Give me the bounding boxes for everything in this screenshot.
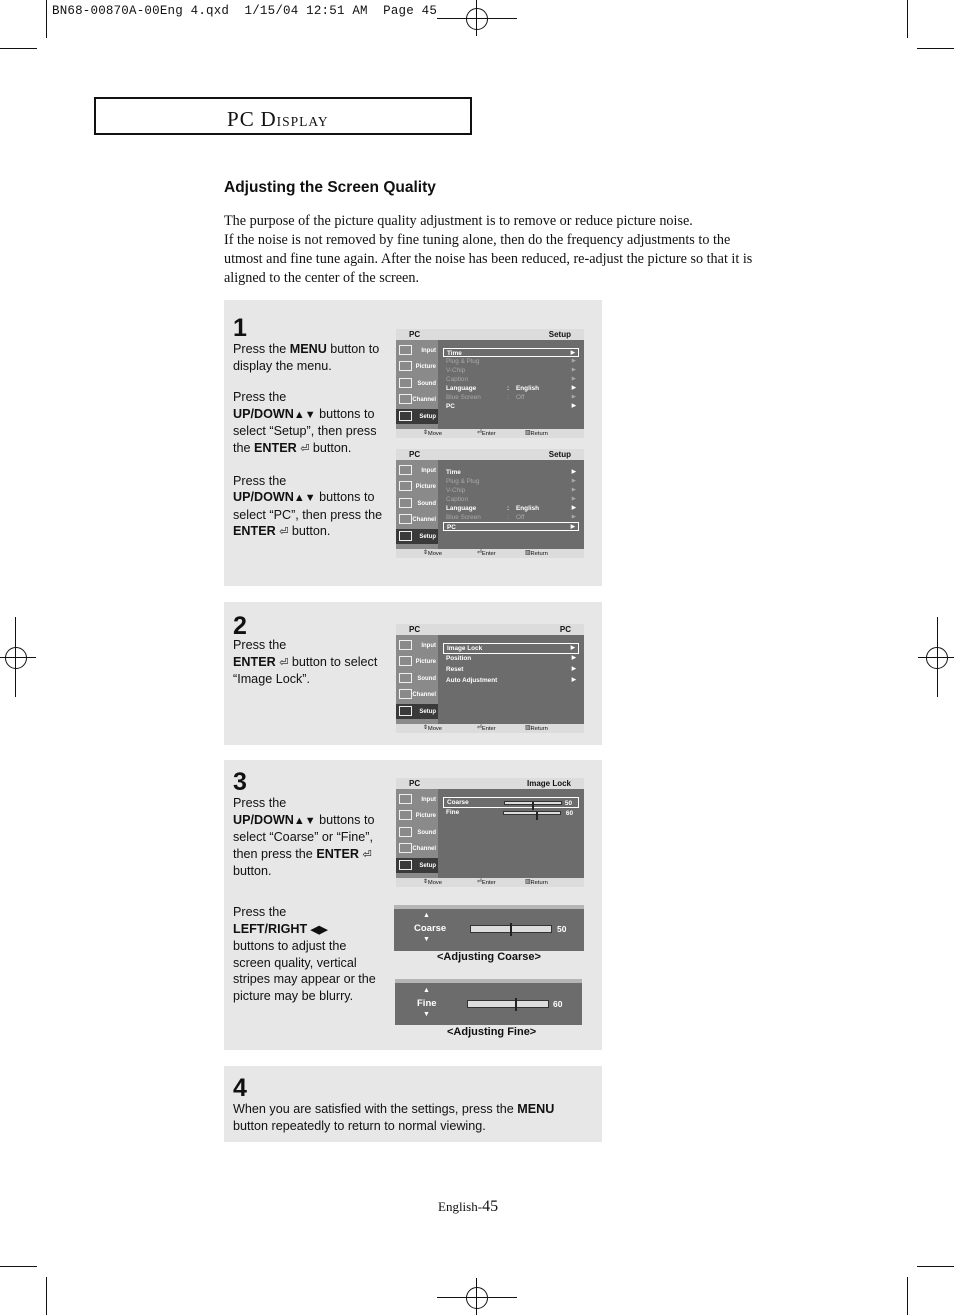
osd-bottom-bar [396,549,584,558]
down-arrow-icon: ▼ [423,936,430,943]
chapter-title-c: C [239,107,255,131]
osd-pc-menu [396,624,584,733]
left-right-arrows-icon: ◀▶ [310,923,328,936]
crop-mark [46,0,47,38]
osd-setup-menu-pc [396,449,584,558]
setup-icon [399,860,412,870]
chapter-title-d: D [260,107,277,131]
osd-item [443,643,579,654]
page-number: 45 [482,1198,499,1215]
fine-slider-track [467,1000,549,1008]
txt: button. [309,440,352,455]
osd-side-label: Picture [415,813,436,819]
osd-item [443,366,579,375]
osd-side-label: Input [421,797,436,803]
input-icon [399,345,412,355]
osd-item [443,348,579,357]
osd-item [443,357,579,366]
osd-side-item [396,343,438,358]
osd-item-value: 50 [564,800,572,807]
step-4-panel [224,1066,602,1142]
txt: Press the [233,473,287,488]
slider-label: Coarse [414,923,447,934]
osd-side-item [396,671,438,686]
osd-sidebar [396,635,438,724]
osd-item [443,393,579,402]
osd-side-label: Setup [419,414,436,420]
intro-text [224,212,754,288]
right-arrow-icon: ▶ [571,496,576,502]
key-label: ENTER [233,654,276,669]
osd-hint: ⏎ Enter [477,550,496,557]
right-arrow-icon: ▶ [570,645,575,651]
osd-side-label: Channel [412,846,436,852]
instruction [233,904,383,1005]
picture-icon [399,810,412,820]
osd-item-label: Fine [446,809,460,816]
coarse-mini-bar [504,801,562,805]
osd-item-label: Auto Adjustment [446,677,498,684]
osd-item-label: Time [446,469,461,476]
section-title: Adjusting the Screen Quality [224,179,436,196]
osd-items [443,468,579,531]
osd-hint: ⇕ Move [423,430,443,437]
instruction [233,795,383,880]
right-arrow-icon: ▶ [571,478,576,484]
chapter-title-p: P [227,107,240,131]
right-arrow-icon: ▶ [571,487,576,493]
registration-mark [466,1287,488,1309]
osd-side-item [396,654,438,669]
osd-title-right: Setup [548,330,571,339]
osd-item-label: V-Chip [446,487,466,494]
txt: button. [288,524,331,539]
osd-side-label: Sound [417,501,436,507]
osd-item-label: Plug & Plug [446,358,480,365]
osd-side-item [396,825,438,840]
osd-side-item [396,359,438,374]
fine-mini-knob [536,812,538,820]
osd-hint: ▥ Return [525,550,548,557]
osd-title-left: PC [409,330,421,339]
step-text [233,795,383,1020]
osd-item-value: Off [516,514,525,521]
osd-hint-label: Return [530,726,548,732]
fine-caption: <Adjusting Fine> [447,1026,537,1038]
osd-colon: : [507,505,510,512]
sound-icon [399,378,412,388]
key-label: MENU [517,1102,555,1116]
osd-item-label: Plug & Plug [446,478,480,485]
osd-side-item [396,463,438,478]
coarse-slider-panel [394,905,584,951]
txt: Press the [233,904,287,919]
osd-side-label: Sound [417,676,436,682]
osd-sidebar [396,789,438,878]
osd-item-value: 60 [565,810,573,817]
right-arrow-icon: ▶ [571,655,576,661]
osd-side-item [396,496,438,511]
osd-title-bar [396,624,584,635]
fine-mini-bar [503,811,561,815]
instruction [233,637,383,688]
osd-item-label: Blue Screen [446,394,481,401]
osd-title-right: PC [559,625,571,634]
osd-side-label: Input [421,468,436,474]
channel-icon [399,843,412,853]
txt: button repeatedly to return to normal viewing. [233,1118,486,1133]
right-arrow-icon: ▶ [571,677,576,683]
osd-item [443,384,579,393]
osd-item-label: Image Lock [447,645,483,652]
crop-mark [0,1266,37,1267]
registration-mark [466,8,488,30]
step-number: 1 [233,314,247,342]
picture-icon [399,361,412,371]
osd-item-label: Caption [446,496,469,503]
osd-item-label: PC [447,524,456,531]
panel-strip [394,905,584,909]
instruction [233,341,383,374]
right-arrow-icon: ▶ [571,367,576,373]
osd-side-label: Channel [412,397,436,403]
osd-title-right: Image Lock [526,779,571,788]
osd-item [443,402,579,411]
osd-hint: ▥ Return [525,725,548,732]
up-arrow-icon: ▲ [423,987,430,994]
input-icon [399,794,412,804]
osd-side-label: Input [421,643,436,649]
osd-item [443,665,579,676]
osd-item-label: Caption [446,376,469,383]
crop-mark [917,48,954,49]
picture-icon [399,656,412,666]
osd-side-item [396,529,438,544]
osd-item-label: PC [446,403,455,410]
fine-slider-panel [395,979,582,1025]
slider-value: 50 [557,924,567,934]
osd-side-label: Sound [417,830,436,836]
chapter-title-rest: ISPLAY [276,114,329,129]
right-arrow-icon: ▶ [571,358,576,364]
key-label: ENTER [254,440,297,455]
txt: buttons to select “PC”, then press the [233,490,383,522]
osd-item [443,486,579,495]
txt: Press the [233,390,287,405]
osd-hint-label: Return [530,551,548,557]
input-icon [399,465,412,475]
key-label: UP/DOWN [233,490,294,505]
osd-title-right: Setup [548,450,571,459]
osd-side-item [396,858,438,873]
osd-side-label: Picture [415,659,436,665]
instruction [233,389,383,457]
step-text [233,1101,563,1149]
crop-mark [476,0,477,36]
slider-value: 60 [553,999,563,1009]
print-slug: BN68-00870A-00Eng 4.qxd 1/15/04 12:51 AM Page 45 [52,4,438,18]
osd-item [443,468,579,477]
osd-item [443,654,579,665]
osd-item [443,504,579,513]
osd-item [443,495,579,504]
page-footer [438,1198,498,1216]
key-label: MENU [289,342,327,356]
chapter-title [227,107,329,132]
osd-hint-label: Enter [481,880,496,886]
osd-side-item [396,841,438,856]
osd-hint: ⏎ Enter [477,879,496,886]
osd-hint-label: Move [427,880,443,886]
osd-side-item [396,808,438,823]
osd-hint: ⇕ Move [423,550,443,557]
osd-side-item [396,687,438,702]
crop-mark [907,1277,908,1315]
osd-hint-label: Move [427,726,443,732]
right-arrow-icon: ▶ [571,376,576,382]
enter-icon: ⏎ [279,526,289,539]
osd-hint-label: Move [427,551,443,557]
osd-title-left: PC [409,625,421,634]
sound-icon [399,498,412,508]
osd-hint: ⇕ Move [423,725,443,732]
osd-items [443,348,579,411]
osd-title-bar [396,329,584,340]
osd-bottom-bar [396,878,584,887]
osd-side-item [396,479,438,494]
osd-side-label: Input [421,348,436,354]
txt: Press the [233,342,290,356]
osd-item-label: Language [446,385,477,392]
coarse-slider-knob [510,923,512,936]
osd-side-item [396,409,438,424]
right-arrow-icon: ▶ [571,469,576,475]
coarse-slider-track [470,925,552,933]
setup-icon [399,706,412,716]
key-label: ENTER [233,524,276,539]
osd-title-left: PC [409,450,421,459]
txt: buttons to adjust the screen quality, vertical stripes may appear or the picture may be blurry. [233,939,376,1003]
osd-hint: ▥ Return [525,879,548,886]
txt: button. [233,864,272,879]
osd-side-label: Setup [419,863,436,869]
right-arrow-icon: ▶ [571,666,576,672]
sound-icon [399,673,412,683]
osd-setup-menu [396,329,584,438]
osd-side-item [396,392,438,407]
osd-sidebar [396,460,438,549]
osd-item-label: Coarse [447,799,469,806]
osd-hint-label: Return [530,431,548,437]
txt: buttons to select “Setup”, then press the [233,406,377,455]
osd-hint-label: Return [530,880,548,886]
instruction [233,1101,563,1134]
input-icon [399,640,412,650]
step-text [233,637,383,703]
right-arrow-icon: ▶ [571,403,576,409]
txt: buttons to select “Coarse” or “Fine”, then press the [233,812,375,861]
key-label: LEFT/RIGHT [233,921,308,936]
osd-side-label: Picture [415,364,436,370]
up-down-arrows-icon: ▲▼ [293,814,316,827]
crop-mark [907,0,908,38]
right-arrow-icon: ▶ [571,505,576,511]
txt: button to select “Image Lock”. [233,654,378,687]
osd-items [443,643,579,687]
crop-mark [917,1266,954,1267]
channel-icon [399,689,412,699]
osd-hint: ▥ Return [525,430,548,437]
setup-icon [399,411,412,421]
osd-side-item [396,704,438,719]
down-arrow-icon: ▼ [423,1011,430,1018]
osd-side-item [396,376,438,391]
crop-mark [437,18,517,19]
crop-mark [15,617,16,697]
osd-colon: : [507,514,509,521]
osd-bottom-bar [396,429,584,438]
crop-mark [937,617,938,697]
txt: button to display the menu. [233,342,380,373]
up-down-arrows-icon: ▲▼ [293,408,316,421]
instruction [233,473,383,541]
osd-sidebar [396,340,438,429]
osd-item [443,676,579,687]
osd-title-left: PC [409,779,421,788]
osd-bottom-bar [396,724,584,733]
osd-item [443,375,579,384]
enter-icon: ⏎ [300,442,310,455]
intro-paragraph: The purpose of the picture quality adjustment is to remove or reduce picture noise. [224,213,693,229]
osd-side-label: Setup [419,709,436,715]
crop-mark [476,1278,477,1315]
txt: Press the [233,638,287,652]
enter-icon: ⏎ [279,656,289,669]
slider-label: Fine [417,998,437,1009]
osd-image-lock-menu [396,778,584,887]
osd-slider-row [443,808,579,819]
txt: Press the [233,796,287,810]
osd-side-label: Setup [419,534,436,540]
crop-mark [0,657,36,658]
osd-slider-row [443,797,579,808]
osd-side-label: Sound [417,381,436,387]
osd-hint: ⇕ Move [423,879,443,886]
picture-icon [399,481,412,491]
key-label: ENTER [316,846,359,861]
osd-hint-label: Enter [481,726,496,732]
right-arrow-icon: ▶ [571,385,576,391]
osd-hint-label: Enter [481,431,496,437]
crop-mark [918,657,954,658]
intro-paragraph: If the noise is not removed by fine tuning alone, then do the frequency adjustments to the utmost and fine tune again. After the noise has been reduced, re-adjust the picture so that it is aligned to the center of the screen. [224,232,753,286]
osd-side-item [396,638,438,653]
osd-item-label: V-Chip [446,367,466,374]
key-label: UP/DOWN [233,406,294,421]
osd-item-value: Off [516,394,525,401]
osd-colon: : [507,385,510,392]
footer-language: English- [438,1199,483,1214]
osd-item-label: Blue Screen [446,514,481,521]
osd-item-label: Position [446,655,472,662]
sound-icon [399,827,412,837]
enter-icon: ⏎ [362,848,372,861]
osd-side-item [396,792,438,807]
osd-item [443,477,579,486]
osd-hint-label: Move [427,431,443,437]
osd-title-bar [396,778,584,789]
step-number: 4 [233,1074,247,1102]
step-text [233,341,383,556]
right-arrow-icon: ▶ [570,350,575,356]
step-number: 2 [233,612,247,640]
right-arrow-icon: ▶ [571,514,576,520]
chapter-header [94,97,472,135]
right-arrow-icon: ▶ [571,394,576,400]
channel-icon [399,514,412,524]
channel-icon [399,394,412,404]
osd-item [443,522,579,531]
osd-side-label: Channel [412,517,436,523]
osd-hint-label: Enter [481,551,496,557]
crop-mark [0,48,37,49]
crop-mark [46,1277,47,1315]
osd-item-label: Language [446,505,477,512]
osd-hint: ⏎ Enter [477,430,496,437]
crop-mark [437,1297,517,1298]
registration-mark [5,647,27,669]
osd-item-label: Reset [446,666,464,673]
step-number: 3 [233,768,247,796]
txt: When you are satisfied with the settings, press the [233,1102,518,1116]
setup-icon [399,531,412,541]
osd-side-item [396,512,438,527]
osd-item-value: English [516,505,540,512]
osd-item-value: English [516,385,540,392]
panel-strip [395,979,582,983]
osd-title-bar [396,449,584,460]
up-down-arrows-icon: ▲▼ [293,492,316,505]
osd-hint: ⏎ Enter [477,725,496,732]
osd-item-label: Time [447,350,462,357]
key-label: UP/DOWN [233,812,294,827]
fine-slider-knob [515,998,517,1011]
coarse-caption: <Adjusting Coarse> [437,951,541,963]
osd-items [443,797,579,819]
up-arrow-icon: ▲ [423,912,430,919]
osd-side-label: Picture [415,484,436,490]
right-arrow-icon: ▶ [570,524,575,530]
osd-item [443,513,579,522]
osd-side-label: Channel [412,692,436,698]
osd-colon: : [507,394,509,401]
